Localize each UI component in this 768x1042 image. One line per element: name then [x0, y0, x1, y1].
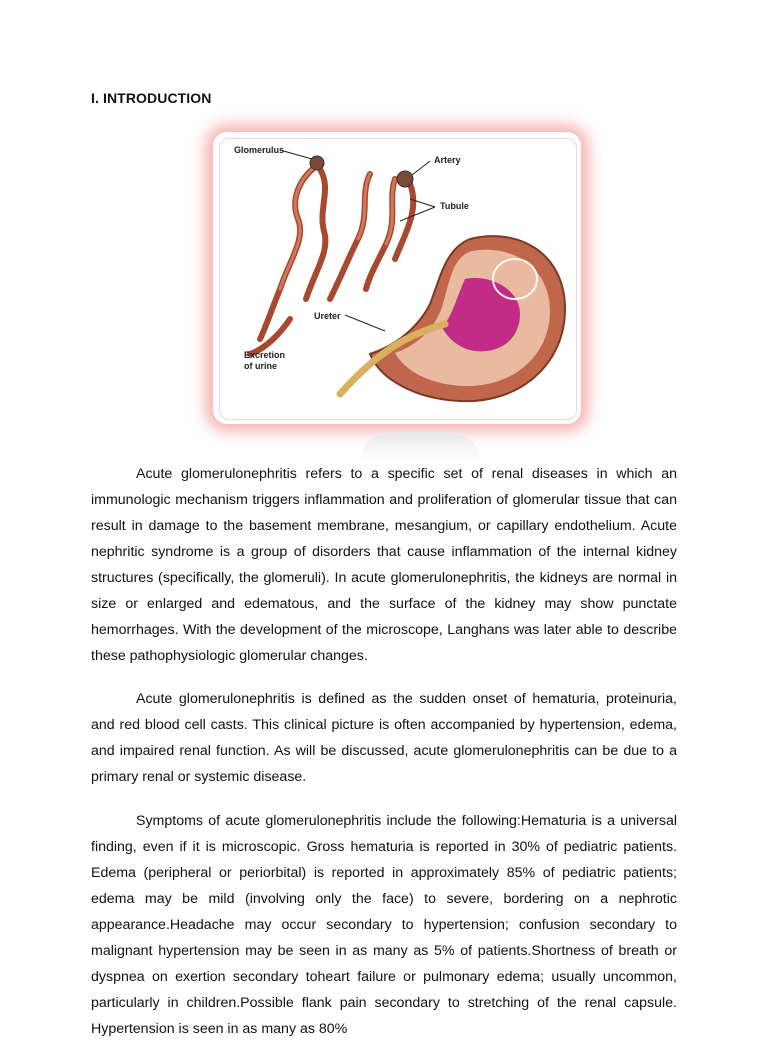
kidney-figure: [205, 130, 589, 430]
paragraph-3: Symptoms of acute glomerulonephritis include the following:Hematuria is a universal finding, even if it is microscopic. Gross hematuria is reported in 30% of pediatric patients. Edema (peripheral or periorbital) is reported in approximately 85% of pediatric patients; edema may be mild (involving only the face) to severe, bordering on a nephrotic appearance.Headache may occur secondary to hypertension; confusion secondary to malignant hypertension may be seen in as many as 5% of patients.Shortness of breath or dyspnea on exertion secondary toheart failure or pulmonary edema; usually uncommon, particularly in children.Possible flank pain secondary to stretching of the renal capsule. Hypertension is seen in as many as 80%: [91, 813, 677, 1037]
nephron-tubules: [250, 167, 413, 354]
figure-reflection: [360, 432, 480, 462]
kidney-diagram-illustration: [220, 139, 576, 419]
label-glomerulus: Glomerulus: [234, 145, 285, 155]
label-excretion: Excretion: [244, 350, 286, 360]
label-tubule: Tubule: [440, 201, 469, 211]
label-ureter: Ureter: [314, 311, 341, 321]
figure-image: [219, 138, 577, 420]
paragraph-2: Acute glomerulonephritis is defined as the sudden onset of hematuria, proteinuria, and red blood cell casts. This clinical picture is often accompanied by hypertension, edema, and impaired renal function. As will be discussed, acute glomerulonephritis can be due to a primary renal or systemic disease.: [91, 691, 677, 785]
label-artery: Artery: [434, 155, 461, 165]
label-of-urine: of urine: [244, 361, 277, 371]
glomerulus-shape: [310, 156, 324, 170]
paragraph-1: Acute glomerulonephritis refers to a specific set of renal diseases in which an immunologic mechanism triggers inflammation and proliferation of glomerular tissue that can result in damage to the basement membrane, mesangium, or capillary endothelium. Acute nephritic syndrome is a group of disorders that cause inflammation of the internal kidney structures (specifically, the glomeruli). In acute glomerulonephritis, the kidneys are normal in size or enlarged and edematous, and the surface of the kidney may show punctate hemorrhages. With the development of the microscope, Langhans was later able to describe these pathophysiologic glomerular changes.: [91, 466, 677, 664]
section-heading: I. INTRODUCTION: [91, 90, 212, 106]
kidney-cross-section: [370, 236, 565, 401]
